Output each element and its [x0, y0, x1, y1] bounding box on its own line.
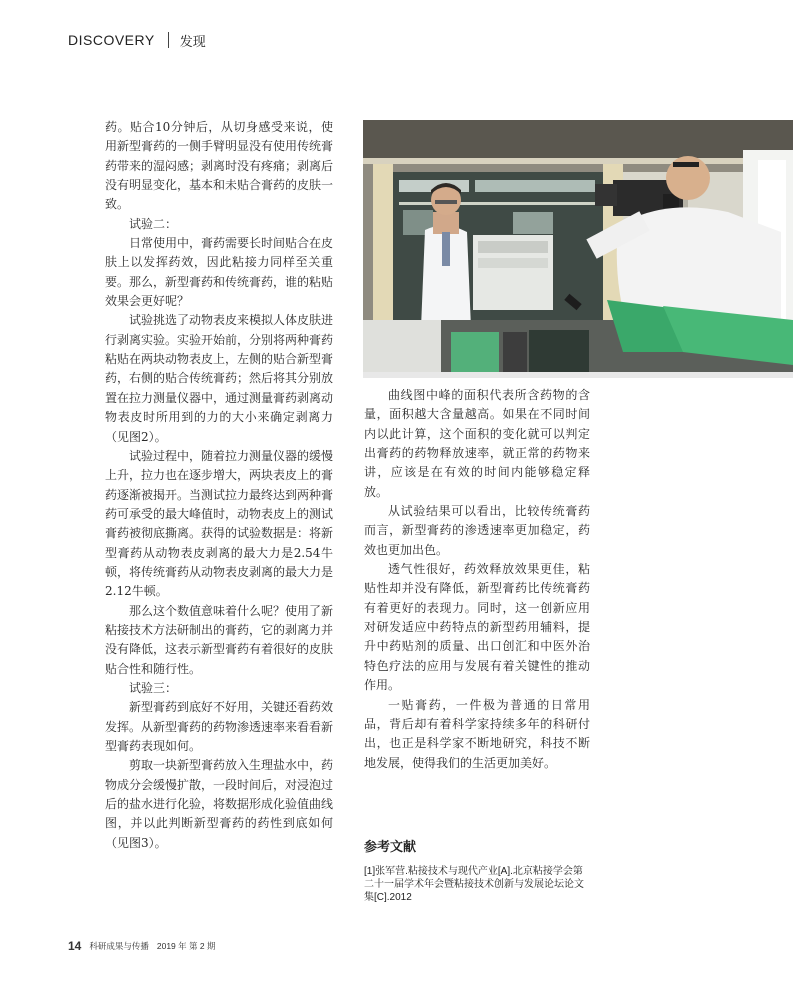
paragraph: 试验挑选了动物表皮来模拟人体皮肤进行剥离实验。实验开始前，分别将两种膏药粘贴在两块动物表皮上，左侧的贴合新型膏药，右侧的贴合传统膏药；然后将其分别放置在拉力测量仪器中，通过测量膏药剥离动物表皮时所用到的力的大小来确定剥离力（见图2）。	[105, 313, 334, 444]
journal-name: 科研成果与传播	[89, 941, 149, 951]
references-title: 参考文献	[364, 839, 417, 854]
references-section	[364, 836, 590, 904]
paragraph: 曲线图中峰的面积代表所含药物的含量，面积越大含量越高。如果在不同时间内以此计算，这个面积的变化就可以判定出膏药的药物释放速率，就正常的药物来讲，应该是在有效的时间内能够稳定释放。	[364, 388, 590, 499]
paragraph: 药。贴合10分钟后，从切身感受来说，使用新型膏药的一侧手臂明显没有使用传统膏药带来的湿闷感；剥离时没有疼痛；剥离后没有明显变化，基本和未贴合膏药的皮肤一致。	[105, 120, 334, 212]
paragraph: 试验过程中，随着拉力测量仪器的缓慢上升，拉力也在逐步增大，两块表皮上的膏药逐渐被揭开。当测试拉力最终达到两种膏药可承受的最大峰值时，动物表皮上的测试膏药被彻底撕离。获得的试验数据是：将新型膏药从动物表皮剥离的最大力是2.54牛顿，将传统膏药从动物表皮剥离的最大力是2.12牛顿。	[105, 448, 334, 599]
paragraph: 从试验结果可以看出，比较传统膏药而言，新型膏药的渗透速率更加稳定，药效也更加出色。	[364, 504, 590, 557]
section-title-cn: 发现	[179, 33, 206, 49]
header-divider	[168, 32, 169, 48]
lab-scene-illustration	[363, 120, 793, 378]
right-column	[364, 386, 590, 773]
left-column	[105, 118, 333, 853]
paragraph: 透气性很好，药效释放效果更佳，粘贴性却并没有降低，新型膏药比传统膏药有着更好的表现力。同时，这一创新应用对研发适应中药特点的新型药用辅料，提升中药贴剂的质量、出口创汇和中医外治特色疗法的应用与发展有着关键性的推动作用。	[364, 562, 590, 693]
page-number: 14	[68, 939, 82, 953]
subheading-test-2: 试验二：	[129, 216, 178, 231]
lab-photo	[363, 120, 793, 378]
paragraph: 日常使用中，膏药需要长时间贴合在皮肤上以发挥药效，因此粘接力同样至关重要。那么，新型膏药和传统膏药，谁的粘贴效果会更好呢？	[105, 236, 334, 309]
issue-info: 2019 年 第 2 期	[156, 941, 216, 951]
paragraph: 剪取一块新型膏药放入生理盐水中，药物成分会缓慢扩散，一段时间后，对浸泡过后的盐水进行化验，将数据形成化验值曲线图，并以此判断新型膏药的药性到底如何（见图3）。	[105, 758, 334, 850]
page-header	[68, 30, 206, 50]
paragraph: 一贴膏药，一件极为普通的日常用品，背后却有着科学家持续多年的科研付出，也正是科学家不断地研究，科技不断地发展，使得我们的生活更加美好。	[364, 697, 590, 770]
section-title-en: DISCOVERY	[68, 32, 155, 48]
paragraph: 那么这个数值意味着什么呢？使用了新粘接技术方法研制出的膏药，它的剥离力并没有降低，这表示新型膏药有着很好的皮肤贴合性和随行性。	[105, 603, 334, 676]
subheading-test-3: 试验三：	[129, 680, 178, 695]
reference-item: [1]张军营.粘接技术与现代产业[A].北京粘接学会第二十一届学术年会暨粘接技术创新与发展论坛论文集[C].2012	[364, 866, 584, 903]
page-footer	[68, 938, 215, 954]
paragraph: 新型膏药到底好不好用，关键还看药效发挥。从新型膏药的药物渗透速率来看看新型膏药表现如何。	[105, 700, 334, 753]
